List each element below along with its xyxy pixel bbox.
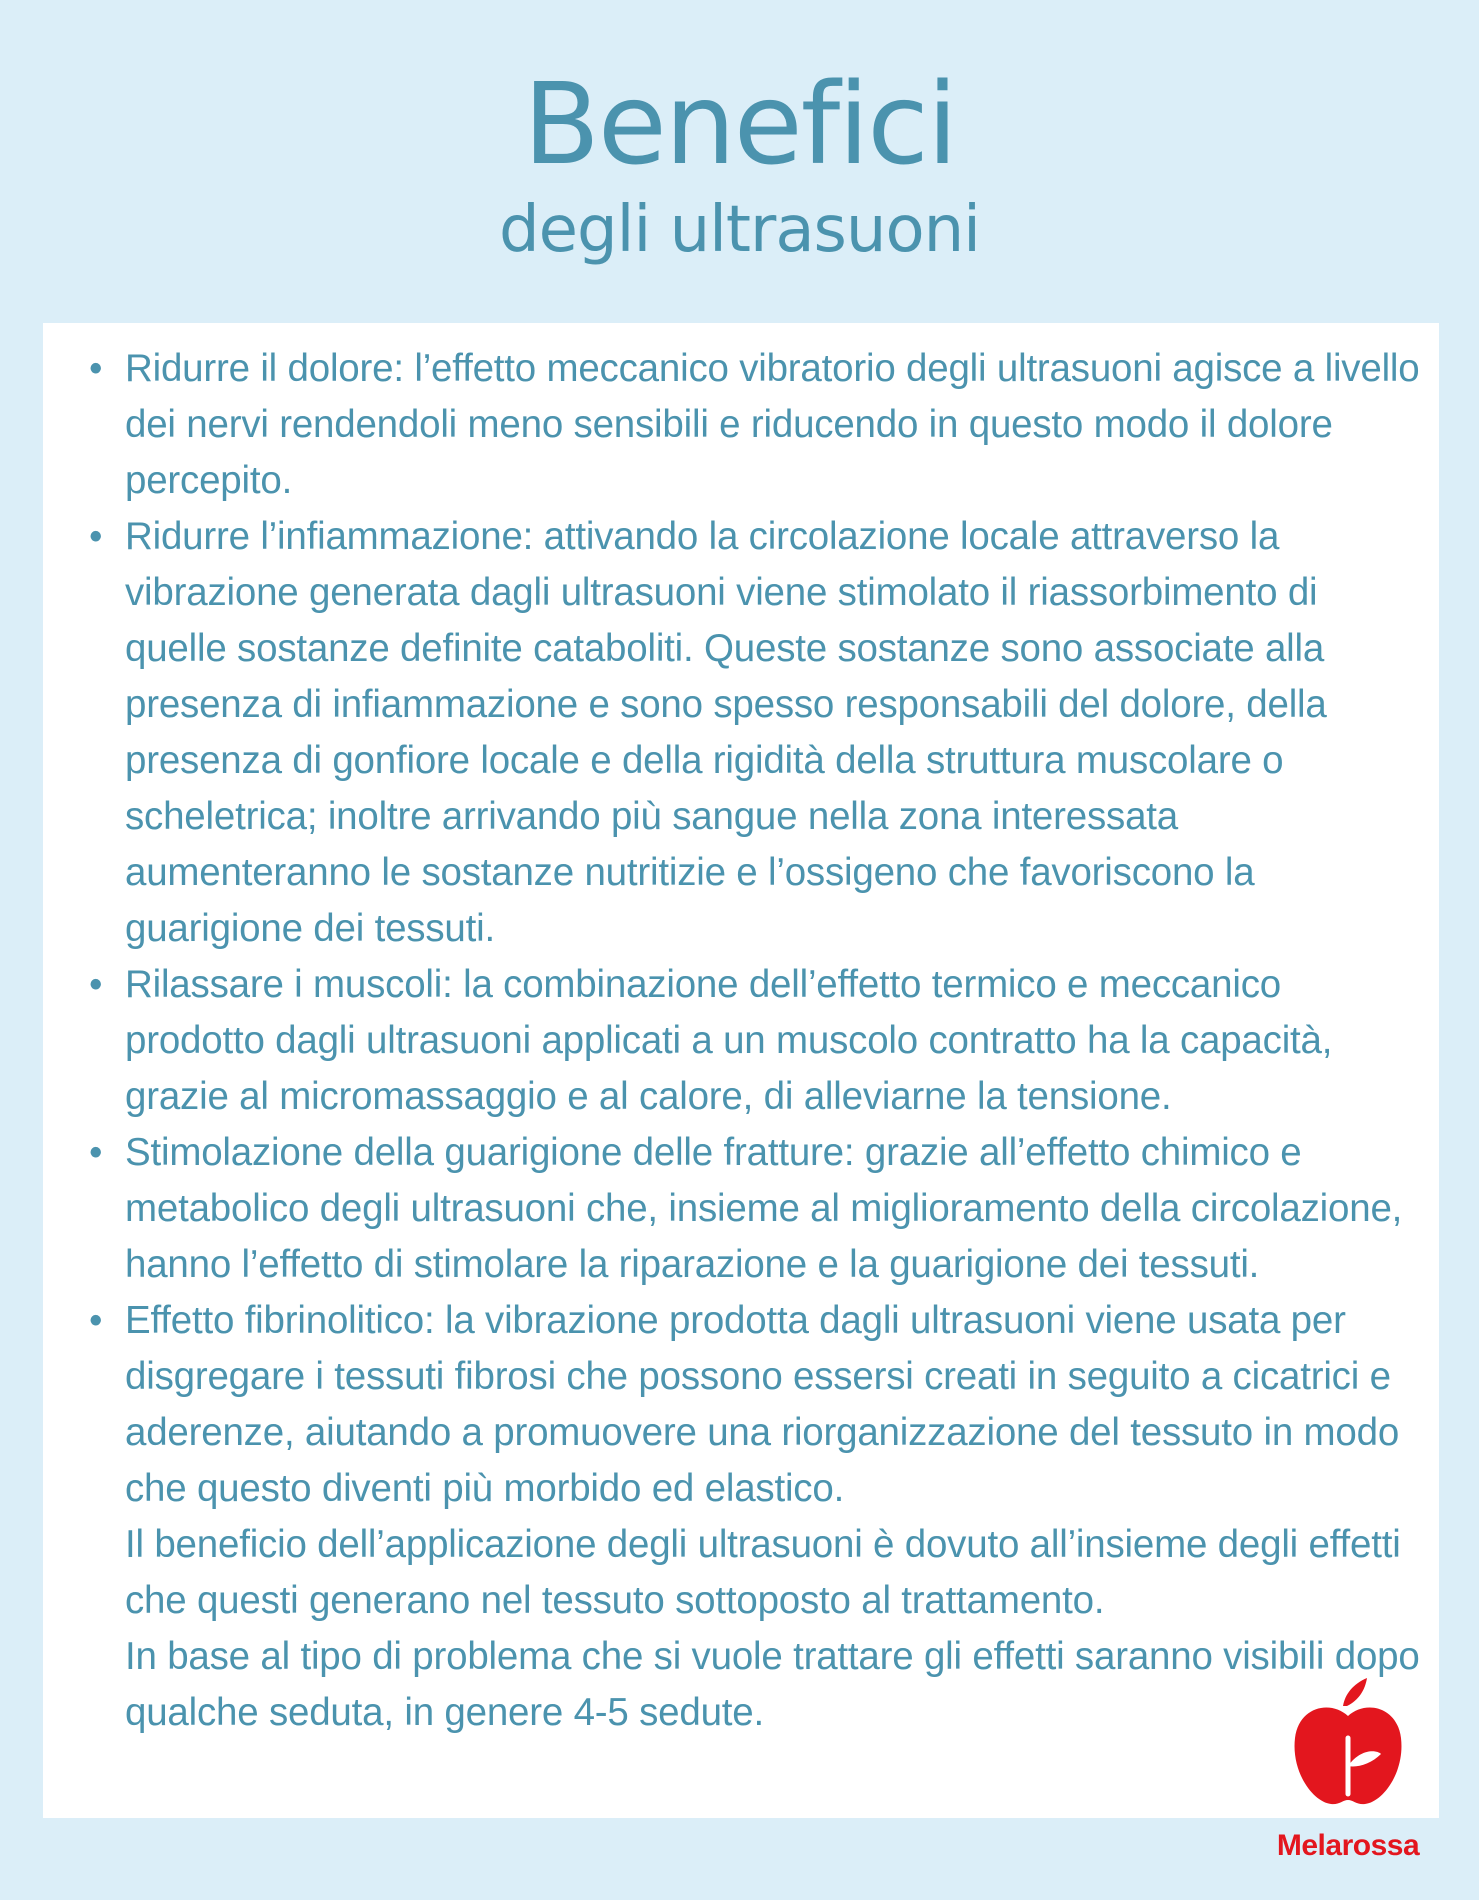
benefit-item-5 bbox=[89, 1293, 1425, 1517]
benefit-text: Ridurre l’infiammazione: attivando la circolazione locale attraverso la vibrazione generata dagli ultrasuoni viene stimolato il riassorbimento di quelle sostanze definite cataboliti. Queste sostanze sono associate alla presenza di infiammazione e sono spesso responsabili del dolore, della presenza di gonfiore locale e della rigidità della struttura muscolare o scheletrica; inoltre arrivando più sangue nella zona interessata aumenteranno le sostanze nutritizie e l’ossigeno che favoriscono la guarigione dei tessuti. bbox=[125, 515, 1327, 950]
content-body bbox=[89, 341, 1425, 1741]
benefit-text: Rilassare i muscoli: la combinazione dell’effetto termico e meccanico prodotto dagli ultrasuoni applicati a un muscolo contratto ha la capacità, grazie al micromassaggio e al calore, di alleviarne la tensione. bbox=[125, 963, 1333, 1118]
benefit-item-3 bbox=[89, 957, 1425, 1125]
page-title: Benefici bbox=[523, 60, 956, 190]
benefit-text: Effetto fibrinolitico: la vibrazione prodotta dagli ultrasuoni viene usata per disgregare i tessuti fibrosi che possono essersi creati in seguito a cicatrici e aderenze, aiutando a promuovere una riorganizzazione del tessuto in modo che questo diventi più morbido ed elastico. bbox=[125, 1299, 1400, 1510]
benefit-text: Stimolazione della guarigione delle fratture: grazie all’effetto chimico e metabolico degli ultrasuoni che, insieme al miglioramento della circolazione, hanno l’effetto di stimolare la riparazione e la guarigione dei tessuti. bbox=[125, 1131, 1403, 1286]
benefit-item-2 bbox=[89, 509, 1425, 957]
benefit-item-1 bbox=[89, 341, 1425, 509]
bullet-icon: • bbox=[89, 1299, 103, 1342]
content-card bbox=[43, 323, 1439, 1818]
bullet-icon: • bbox=[89, 963, 103, 1006]
bullet-icon: • bbox=[89, 515, 103, 558]
benefit-text: Ridurre il dolore: l’effetto meccanico vibratorio degli ultrasuoni agisce a livello dei nervi rendendoli meno sensibili e riducendo in questo modo il dolore percepito. bbox=[125, 347, 1420, 502]
page-subtitle: degli ultrasuoni bbox=[499, 193, 980, 267]
bullet-icon: • bbox=[89, 1131, 103, 1174]
header bbox=[0, 60, 1479, 270]
benefits-list bbox=[89, 341, 1425, 1517]
apple-logo-icon bbox=[1291, 1676, 1406, 1816]
bullet-icon: • bbox=[89, 347, 103, 390]
benefit-item-4 bbox=[89, 1125, 1425, 1293]
brand-logo bbox=[1258, 1676, 1438, 1886]
brand-name: Melarossa bbox=[1276, 1829, 1420, 1862]
closing-paragraph-2: In base al tipo di problema che si vuole trattare gli effetti saranno visibili dopo qualche seduta, in genere 4-5 sedute. bbox=[125, 1635, 1420, 1734]
closing-paragraph-1: Il beneficio dell’applicazione degli ultrasuoni è dovuto all’insieme degli effetti che questi generano nel tessuto sottoposto al trattamento. bbox=[125, 1523, 1401, 1622]
